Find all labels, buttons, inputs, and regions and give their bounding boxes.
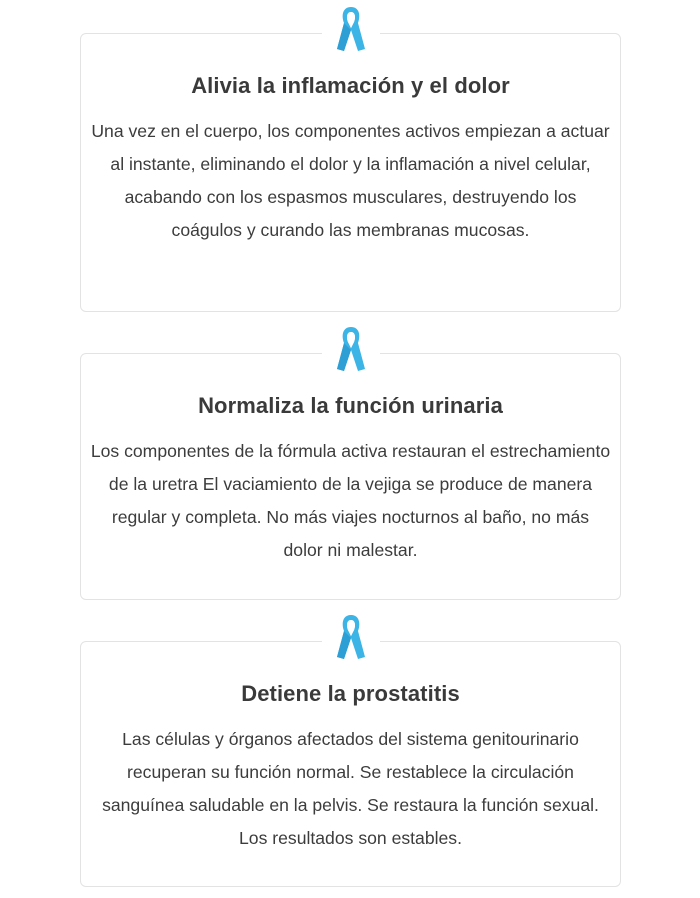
benefit-card-inflammation [80,33,621,312]
benefit-card-urinary [80,353,621,600]
card-description: Las células y órganos afectados del sistema genitourinario recuperan su función normal. Se restablece la circulación sanguínea saludable en la pelvis. Se restaura la función sexual. Los resultados son estables. [102,729,599,848]
card-title: Detiene la prostatitis [241,681,460,706]
awareness-ribbon-icon [322,323,380,379]
benefit-card-prostatitis [80,641,621,887]
card-title: Alivia la inflamación y el dolor [191,73,510,98]
card-description: Una vez en el cuerpo, los componentes activos empiezan a actuar al instante, eliminando el dolor y la inflamación a nivel celular, acabando con los espasmos musculares, destruyendo los coágulos y curando las membranas mucosas. [91,121,610,240]
card-title: Normaliza la función urinaria [198,393,503,418]
awareness-ribbon-icon [322,3,380,59]
awareness-ribbon-icon [322,611,380,667]
card-description: Los componentes de la fórmula activa restauran el estrechamiento de la uretra El vaciamiento de la vejiga se produce de manera regular y completa. No más viajes nocturnos al baño, no más dolor ni malestar. [90,441,611,560]
